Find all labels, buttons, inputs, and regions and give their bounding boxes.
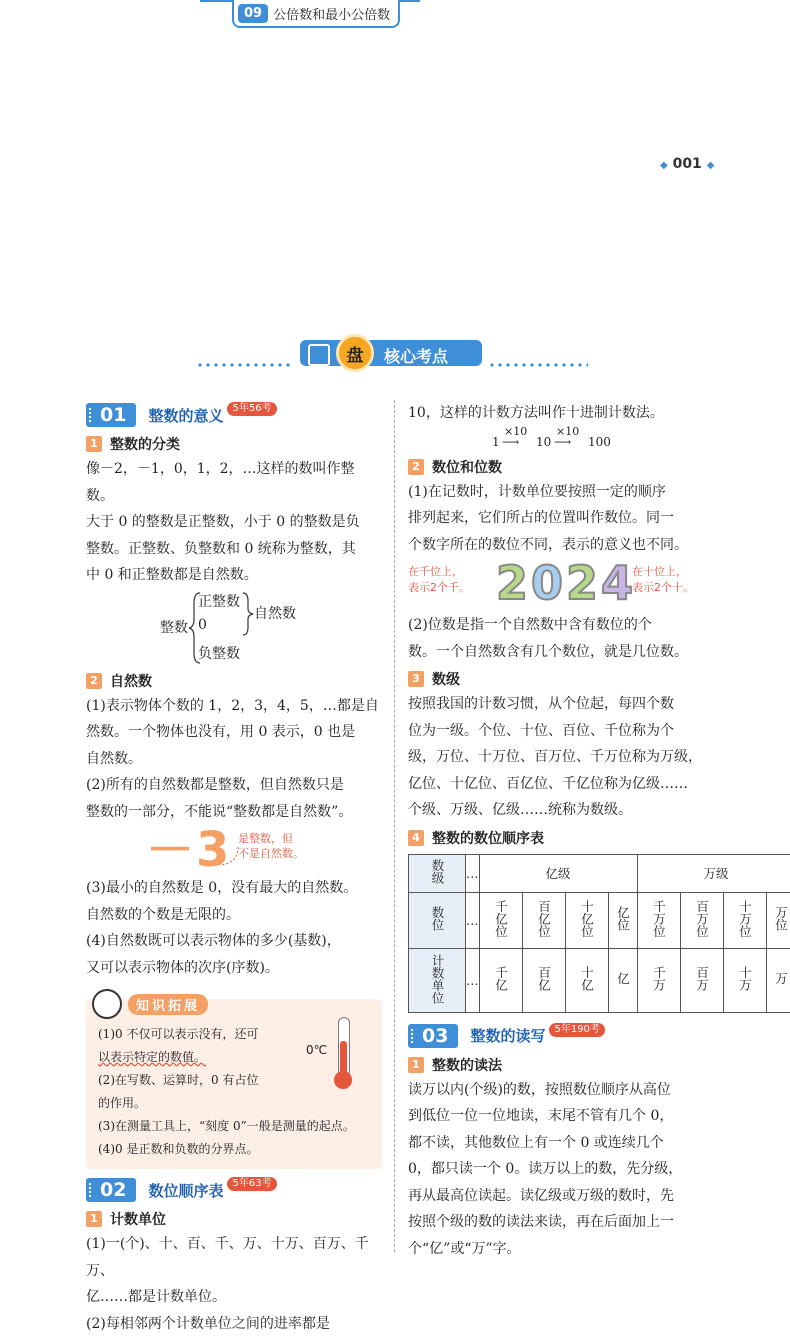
paragraph-line: 10，这样的计数方法叫作十进制计数法。 bbox=[408, 400, 704, 427]
subsection-title: 整数的分类 bbox=[110, 434, 180, 454]
paragraph-line: 大于 0 的整数是正整数，小于 0 的整数是负 bbox=[86, 509, 382, 536]
table-header-cell: 数位 bbox=[409, 892, 466, 948]
banner-dots-right bbox=[488, 363, 588, 367]
note-line: 是整数，但 bbox=[238, 831, 293, 846]
subsection-header bbox=[408, 667, 704, 691]
subsection-number: 1 bbox=[86, 436, 102, 452]
unit-cell: 万 bbox=[766, 948, 790, 1012]
subsection-number: 2 bbox=[408, 459, 424, 475]
brace-right-icon bbox=[242, 589, 254, 639]
column-divider bbox=[394, 400, 395, 1252]
position-cell: 百亿位 bbox=[522, 892, 565, 948]
notebook-icon bbox=[308, 344, 330, 366]
chain-operator: ×10 bbox=[556, 425, 579, 438]
banner-title: 核心考点 bbox=[384, 344, 448, 367]
paragraph-line: 按照我国的计数习惯，从个位起，每四个数 bbox=[408, 691, 704, 718]
position-cell: 十万位 bbox=[723, 892, 766, 948]
paragraph-line: 级，万位、十万位、百万位、千万位称为万级， bbox=[408, 744, 704, 771]
note-line: 在十位上， bbox=[632, 564, 687, 579]
paragraph-line: 个“亿”或“万”字。 bbox=[408, 1236, 704, 1263]
paragraph-line: 整数。正整数、负整数和 0 统称为整数，其 bbox=[86, 536, 382, 563]
paragraph-line: 亿……都是计数单位。 bbox=[86, 1284, 382, 1311]
paragraph-line: 按照个级的数的读法来读，再在后面加上一 bbox=[408, 1209, 704, 1236]
paragraph-line: 亿位、十亿位、百亿位、千亿位称为亿级…… bbox=[408, 771, 704, 798]
subsection-number: 3 bbox=[408, 671, 424, 687]
chapter-title: 公倍数和最小公倍数 bbox=[273, 4, 390, 23]
subsection-title: 整数的数位顺序表 bbox=[432, 828, 544, 848]
page-number: 001 bbox=[673, 156, 702, 172]
unit-cell: 亿 bbox=[608, 948, 637, 1012]
subsection-title: 整数的读法 bbox=[432, 1055, 502, 1075]
paragraph-line: 位为一级。个位、十位、百位、千位称为个 bbox=[408, 718, 704, 745]
group-cell: 万级 bbox=[637, 854, 790, 892]
table-cell: … bbox=[466, 854, 480, 892]
subsection-header bbox=[86, 432, 382, 456]
digit: 2 bbox=[496, 556, 531, 610]
table-header-cell: 数级 bbox=[409, 854, 466, 892]
curved-arrow-icon bbox=[216, 845, 242, 869]
subsection-number: 1 bbox=[408, 1057, 424, 1073]
paragraph-line: 排列起来，它们所占的位置叫作数位。同一 bbox=[408, 505, 704, 532]
subsection-header bbox=[86, 669, 382, 693]
position-cell: 千亿位 bbox=[479, 892, 522, 948]
paragraph-line: 自然数的个数是无限的。 bbox=[86, 902, 382, 929]
note-line: 表示2个千。 bbox=[408, 580, 470, 595]
exam-count-badge: 5年63考 bbox=[227, 1177, 276, 1191]
paragraph-line: (2)所有的自然数都是整数，但自然数只是 bbox=[86, 772, 382, 799]
brace-zero: 0 bbox=[198, 617, 207, 633]
place-value-table bbox=[408, 854, 790, 1013]
paragraph-line: (1)表示物体个数的 1，2，3，4，5，…都是自 bbox=[86, 693, 382, 720]
paragraph-line: 再从最高位读起。读亿级或万级的数时，先 bbox=[408, 1183, 704, 1210]
section-number: 03 bbox=[408, 1024, 458, 1048]
table-row bbox=[409, 854, 790, 892]
paragraph-line: 自然数。 bbox=[86, 746, 382, 773]
subsection-header bbox=[408, 1053, 704, 1077]
knowledge-line: 以表示特定的数值。 bbox=[98, 1046, 372, 1069]
arrow-right-icon: ⟶ bbox=[554, 435, 571, 449]
digit: 4 bbox=[601, 556, 636, 610]
negative-three: －3 bbox=[146, 825, 231, 875]
table-cell: … bbox=[466, 892, 480, 948]
knowledge-line: (4)0 是正数和负数的分界点。 bbox=[98, 1138, 372, 1161]
paragraph-line: 个级、万级、亿级……统称为数级。 bbox=[408, 797, 704, 824]
paragraph-line: 到低位一位一位地读，末尾不管有几个 0， bbox=[408, 1103, 704, 1130]
integer-classification-diagram bbox=[86, 589, 382, 667]
section-03-header bbox=[408, 1021, 704, 1051]
year-digits bbox=[496, 556, 636, 610]
position-cell: 万位 bbox=[766, 892, 790, 948]
chapter-line-right bbox=[398, 0, 420, 2]
knowledge-line: (1)0 不仅可以表示没有，还可 bbox=[98, 1023, 372, 1046]
position-cell: 千万位 bbox=[637, 892, 680, 948]
chapter-tab bbox=[232, 0, 400, 28]
year-2024-illustration bbox=[408, 558, 704, 612]
unit-cell: 十亿 bbox=[565, 948, 608, 1012]
chapter-line-left bbox=[200, 0, 234, 2]
subsection-header bbox=[408, 826, 704, 850]
unit-cell: 十万 bbox=[723, 948, 766, 1012]
subsection-title: 计数单位 bbox=[110, 1209, 166, 1229]
knowledge-line: (3)在测量工具上，“刻度 0”一般是测量的起点。 bbox=[98, 1115, 372, 1138]
paragraph-line: 然数。一个物体也没有，用 0 表示，0 也是 bbox=[86, 719, 382, 746]
section-banner bbox=[300, 334, 482, 370]
thermometer-label: 0℃ bbox=[306, 1043, 327, 1057]
exam-count-badge: 5年56考 bbox=[227, 402, 276, 416]
chain-value: 10 bbox=[536, 435, 551, 449]
thermometer-icon bbox=[334, 1017, 352, 1091]
page-number-wrap bbox=[660, 156, 714, 172]
section-title: 整数的意义 bbox=[148, 405, 223, 426]
chain-operator: ×10 bbox=[504, 425, 527, 438]
position-cell: 百万位 bbox=[680, 892, 723, 948]
right-column bbox=[408, 400, 704, 1262]
paragraph-line: 像－2，－1，0，1，2，…这样的数叫作整数。 bbox=[86, 456, 382, 509]
section-title: 整数的读写 bbox=[470, 1025, 545, 1046]
diamond-icon: ◆ bbox=[707, 160, 715, 171]
subsection-title: 数级 bbox=[432, 669, 460, 689]
paragraph-line: (3)最小的自然数是 0，没有最大的自然数。 bbox=[86, 875, 382, 902]
table-header-cell: 计数单位 bbox=[409, 948, 466, 1012]
brace-negative: 负整数 bbox=[198, 643, 240, 663]
paragraph-line: 数。一个自然数含有几个数位，就是几位数。 bbox=[408, 639, 704, 666]
unit-cell: 千亿 bbox=[479, 948, 522, 1012]
paragraph-line: (2)每相邻两个计数单位之间的进率都是 bbox=[86, 1311, 382, 1337]
arrow-right-icon: ⟶ bbox=[502, 435, 519, 449]
banner-dots-left bbox=[196, 363, 294, 367]
knowledge-line: 的作用。 bbox=[98, 1092, 372, 1115]
knowledge-header bbox=[92, 989, 208, 1019]
unit-cell: 千万 bbox=[637, 948, 680, 1012]
section-01-header bbox=[86, 400, 382, 430]
paragraph-line: 又可以表示物体的次序(序数)。 bbox=[86, 955, 382, 982]
paragraph-line: 都不读，其他数位上有一个 0 或连续几个 bbox=[408, 1130, 704, 1157]
paragraph-line: (1)一(个)、十、百、千、万、十万、百万、千万、 bbox=[86, 1231, 382, 1284]
chain-value: 100 bbox=[588, 435, 611, 449]
table-cell: … bbox=[466, 948, 480, 1012]
group-cell: 亿级 bbox=[479, 854, 637, 892]
subsection-number: 2 bbox=[86, 673, 102, 689]
knowledge-line: (2)在写数、运算时，0 有占位 bbox=[98, 1069, 372, 1092]
decimal-chain bbox=[408, 427, 704, 453]
note-line: 不是自然数。 bbox=[238, 846, 304, 861]
chain-value: 1 bbox=[492, 435, 500, 449]
subsection-title: 数位和位数 bbox=[432, 457, 502, 477]
knowledge-box bbox=[86, 999, 382, 1169]
paragraph-line: 个数字所在的数位不同，表示的意义也不同。 bbox=[408, 532, 704, 559]
section-number: 01 bbox=[86, 403, 136, 427]
paragraph-line: (4)自然数既可以表示物体的多少(基数)， bbox=[86, 928, 382, 955]
digit: 0 bbox=[531, 556, 566, 610]
unit-cell: 百亿 bbox=[522, 948, 565, 1012]
section-number: 02 bbox=[86, 1178, 136, 1202]
note-line: 表示2个十。 bbox=[632, 580, 694, 595]
note-line: 在千位上， bbox=[408, 564, 463, 579]
subsection-header bbox=[408, 455, 704, 479]
diamond-icon: ◆ bbox=[660, 160, 668, 171]
brace-natural: 自然数 bbox=[254, 603, 296, 623]
subsection-number: 4 bbox=[408, 830, 424, 846]
section-title: 数位顺序表 bbox=[148, 1180, 223, 1201]
chapter-number: 09 bbox=[238, 4, 268, 23]
negative-three-illustration bbox=[86, 825, 382, 875]
exam-count-badge: 5年190考 bbox=[549, 1023, 604, 1037]
paragraph-line: (2)位数是指一个自然数中含有数位的个 bbox=[408, 612, 704, 639]
paragraph-line: 0，都只读一个 0。读万以上的数，先分级， bbox=[408, 1156, 704, 1183]
brace-positive: 正整数 bbox=[198, 591, 240, 611]
subsection-number: 1 bbox=[86, 1211, 102, 1227]
banner-circle: 盘 bbox=[336, 334, 374, 372]
position-cell: 十亿位 bbox=[565, 892, 608, 948]
table-row bbox=[409, 948, 790, 1012]
digit: 2 bbox=[566, 556, 601, 610]
subsection-header bbox=[86, 1207, 382, 1231]
subsection-title: 自然数 bbox=[110, 671, 152, 691]
paragraph-line: 整数的一部分，不能说“整数都是自然数”。 bbox=[86, 799, 382, 826]
section-02-header bbox=[86, 1175, 382, 1205]
knowledge-title: 知识拓展 bbox=[128, 994, 208, 1015]
thinking-face-icon bbox=[92, 989, 122, 1019]
table-row bbox=[409, 892, 790, 948]
unit-cell: 百万 bbox=[680, 948, 723, 1012]
paragraph-line: 中 0 和正整数都是自然数。 bbox=[86, 562, 382, 589]
left-column bbox=[86, 400, 382, 1337]
paragraph-line: (1)在记数时，计数单位要按照一定的顺序 bbox=[408, 479, 704, 506]
paragraph-line: 读万以内(个级)的数，按照数位顺序从高位 bbox=[408, 1077, 704, 1104]
position-cell: 亿位 bbox=[608, 892, 637, 948]
brace-root: 整数 bbox=[160, 617, 188, 637]
